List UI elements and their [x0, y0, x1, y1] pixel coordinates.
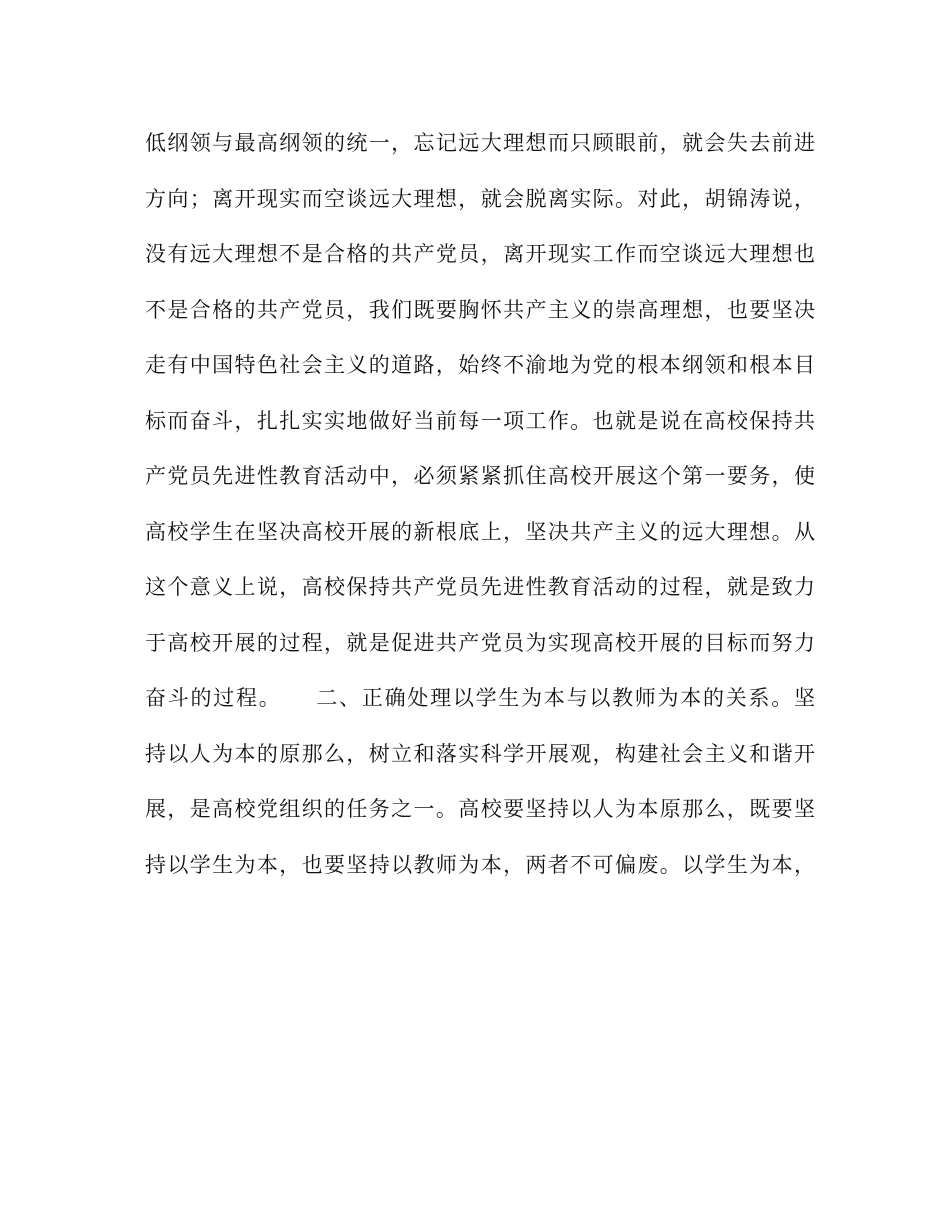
- text-line: 高校学生在坚决高校开展的新根底上，坚决共产主义的远大理想。从: [145, 519, 815, 544]
- text-line: 持以学生为本，也要坚持以教师为本，两者不可偏废。以学生为本，: [145, 852, 815, 877]
- text-line: 奋斗的过程。 二、正确处理以学生为本与以教师为本的关系。坚: [145, 686, 815, 710]
- text-line: 标而奋斗，扎扎实实地做好当前每一项工作。也就是说在高校保持共: [145, 408, 815, 433]
- text-line: 于高校开展的过程，就是促进共产党员为实现高校开展的目标而努力: [145, 630, 815, 655]
- body-text: [145, 118, 815, 895]
- text-line: 没有远大理想不是合格的共产党员，离开现实工作而空谈远大理想也: [145, 242, 815, 266]
- text-line: 不是合格的共产党员，我们既要胸怀共产主义的崇高理想，也要坚决: [145, 297, 815, 322]
- text-line: 方向；离开现实而空谈远大理想，就会脱离实际。对此，胡锦涛说，: [145, 186, 815, 211]
- text-line: 产党员先进性教育活动中，必须紧紧抓住高校开展这个第一要务，使: [145, 464, 815, 488]
- text-line: 这个意义上说，高校保持共产党员先进性教育活动的过程，就是致力: [145, 575, 815, 599]
- text-line: 低纲领与最高纲领的统一，忘记远大理想而只顾眼前，就会失去前进: [145, 131, 815, 155]
- text-line: 展，是高校党组织的任务之一。高校要坚持以人为本原那么，既要坚: [145, 797, 815, 821]
- text-line: 持以人为本的原那么，树立和落实科学开展观，构建社会主义和谐开: [145, 741, 815, 766]
- text-line: 走有中国特色社会主义的道路，始终不渝地为党的根本纲领和根本目: [145, 353, 815, 377]
